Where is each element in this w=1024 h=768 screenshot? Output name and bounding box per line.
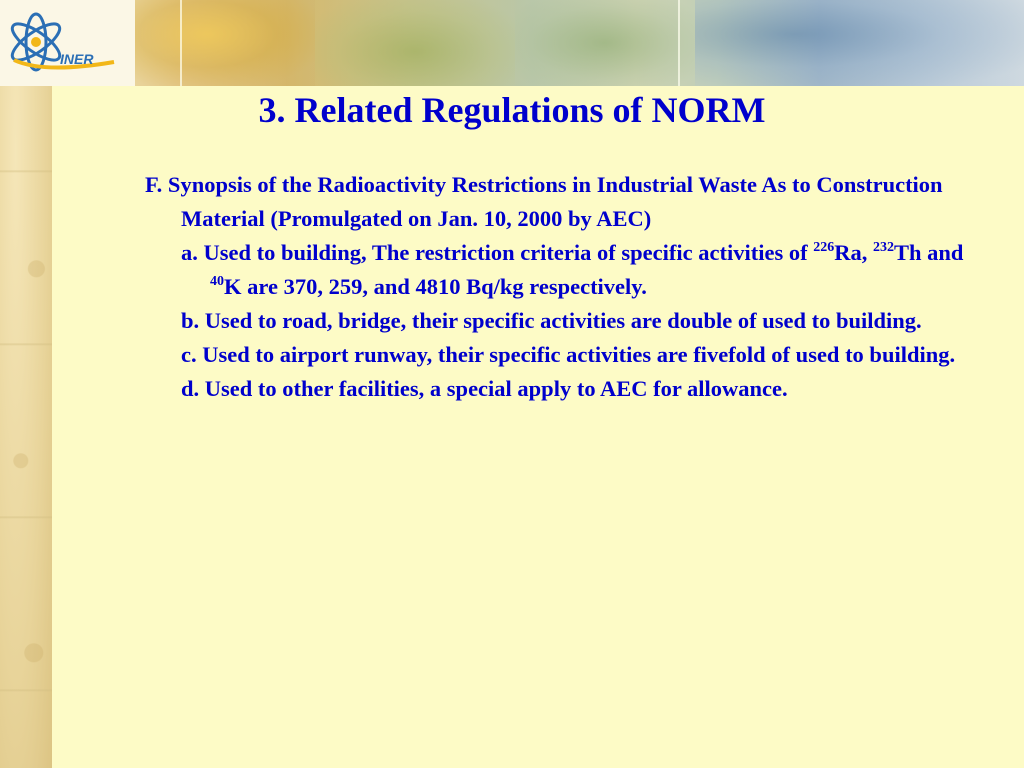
- list-item-c: c. Used to airport runway, their specific activities are fivefold of used to building.: [181, 342, 956, 367]
- banner-foliage-image: [515, 0, 695, 86]
- slide-title: 3. Related Regulations of NORM: [258, 90, 766, 130]
- banner-leaf-image: [135, 0, 315, 86]
- slide-content: [145, 168, 965, 406]
- banner-sky-image: [695, 0, 1024, 86]
- section-heading: F. Synopsis of the Radioactivity Restrictions in Industrial Waste As to Construction Material (Promulgated on Jan. 10, 2000 by AEC): [145, 172, 943, 231]
- list-item-b: b. Used to road, bridge, their specific activities are double of used to building.: [181, 308, 922, 333]
- banner-divider: [180, 0, 182, 86]
- list-item-a: a. Used to building, The restriction criteria of specific activities of $^{226}$Ra, $^{232}$Th and $^{40}$K are 370, 259, and 4810 Bq/kg respectively.: [181, 240, 964, 299]
- decorative-top-banner: [0, 0, 1024, 86]
- list-item-d: d. Used to other facilities, a special apply to AEC for allowance.: [181, 376, 788, 401]
- banner-divider: [678, 0, 680, 86]
- logo-text: INER: [60, 51, 94, 67]
- atom-icon: [4, 4, 124, 80]
- banner-fern-image: [315, 0, 515, 86]
- logo-container: [0, 0, 135, 86]
